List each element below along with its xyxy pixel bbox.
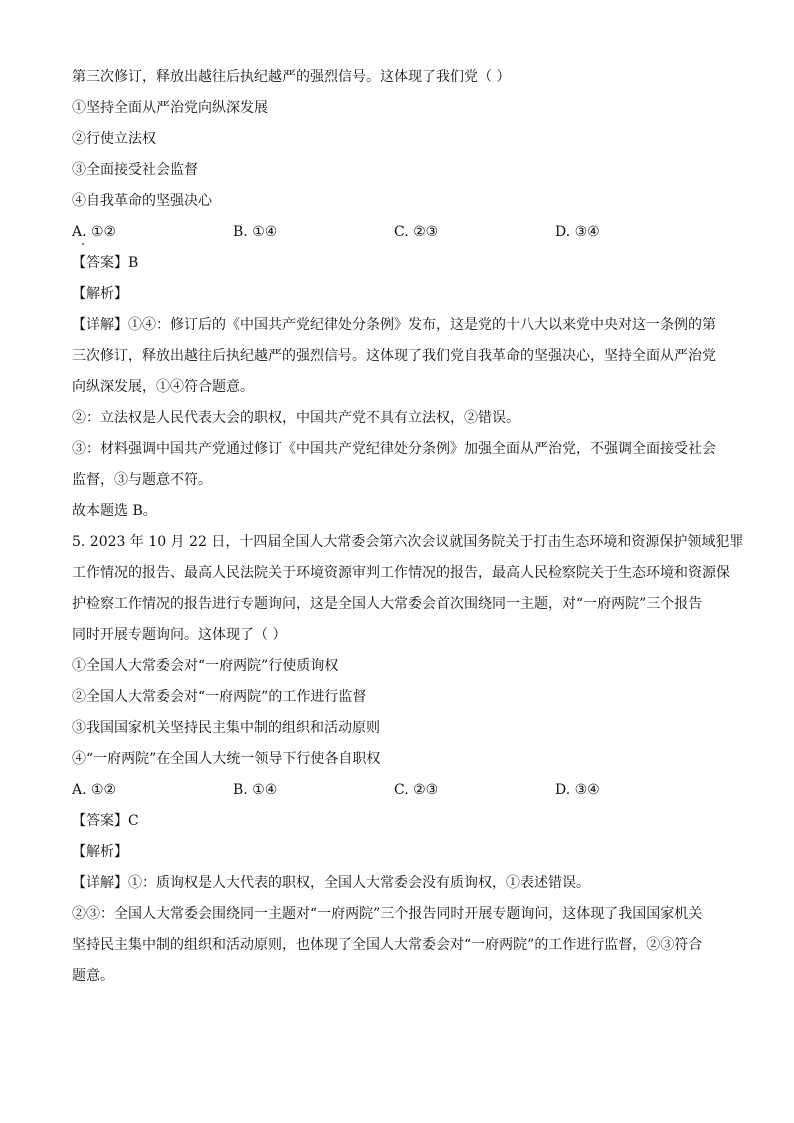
q4-conclusion: 故本题选 B。 — [72, 503, 157, 519]
q4-note-3-line-2: 监督，③与题意不符。 — [72, 472, 212, 488]
q5-option-a: A. ①② — [72, 782, 117, 798]
q5-item-1: ①全国人大常委会对“一府两院”行使质询权 — [72, 658, 339, 674]
q4-option-b: B. ①④ — [233, 224, 278, 240]
q4-item-2: ②行使立法权 — [72, 131, 156, 147]
q5-item-2: ②全国人大常委会对“一府两院”的工作进行监督 — [72, 689, 367, 705]
q5-detail-2-line-2: 坚持民主集中制的组织和活动原则，也体现了全国人大常委会对“一府两院”的工作进行监督，②③符合 — [72, 937, 703, 953]
q4-item-4: ④自我革命的坚强决心 — [72, 193, 212, 209]
q4-option-d: D. ③④ — [555, 224, 600, 240]
q4-item-1: ①坚持全面从严治党向纵深发展 — [72, 100, 268, 116]
q4-note-3-line-1: ③：材料强调中国共产党通过修订《中国共产党纪律处分条例》加强全面从严治党，不强调全面接受社会 — [72, 441, 716, 457]
q5-item-4: ④“一府两院”在全国人大统一领导下行使各自职权 — [72, 751, 381, 767]
q5-option-d: D. ③④ — [555, 782, 600, 798]
q5-detail-1: 【详解】①：质询权是人大代表的职权，全国人大常委会没有质询权，①表述错误。 — [72, 875, 590, 891]
q4-answer: 【答案】B — [72, 255, 139, 271]
q4-detail-line-3: 向纵深发展，①④符合题意。 — [72, 379, 254, 395]
q4-stem-end: 第三次修订，释放出越往后执纪越严的强烈信号。这体现了我们党（ ） — [72, 69, 511, 85]
q5-stem-line-2: 工作情况的报告、最高人民法院关于环境资源审判工作情况的报告，最高人民检察院关于生态环境和资源保 — [72, 565, 730, 581]
q4-detail-line-2: 三次修订，释放出越往后执纪越严的强烈信号。这体现了我们党自我革命的坚强决心，坚持全面从严治党 — [72, 348, 716, 364]
q4-option-a: A. ①② — [72, 224, 117, 240]
q5-stem-line-3: 护检察工作情况的报告进行专题询问，这是全国人大常委会首次围绕同一主题，对“一府两院”三个报告 — [72, 596, 703, 612]
q5-stem — [72, 527, 744, 651]
q5-detail-2-line-3: 题意。 — [72, 968, 114, 984]
q5-options — [72, 775, 724, 806]
q5-option-b: B. ①④ — [233, 782, 278, 798]
q5-stem-line-1: 5. 2023 年 10 月 22 日，十四届全国人大常委会第六次会议就国务院关于打击生态环境和资源保护领域犯罪 — [72, 534, 744, 550]
q4-option-c: C. ②③ — [394, 224, 439, 240]
q4-detail-line-1: 【详解】①④：修订后的《中国共产党纪律处分条例》发布，这是党的十八大以来党中央对这一条例的第 — [72, 317, 716, 333]
q5-item-3: ③我国国家机关坚持民主集中制的组织和活动原则 — [72, 720, 380, 736]
q5-analysis-label: 【解析】 — [72, 844, 128, 860]
q4-note-2: ②：立法权是人民代表大会的职权，中国共产党不具有立法权，②错误。 — [72, 410, 520, 426]
q4-item-3: ③全面接受社会监督 — [72, 162, 198, 178]
q5-answer: 【答案】C — [72, 813, 139, 829]
q5-detail-2 — [72, 899, 724, 992]
document-page — [72, 62, 744, 992]
q5-stem-line-4: 同时开展专题询问。这体现了（ ） — [72, 627, 287, 643]
q5-option-c: C. ②③ — [394, 782, 439, 798]
q4-detail — [72, 310, 724, 403]
q4-note-3 — [72, 434, 724, 496]
q4-analysis-label: 【解析】 — [72, 286, 128, 302]
stray-dot-mark — [82, 243, 84, 245]
q5-detail-2-line-1: ②③：全国人大常委会围绕同一主题对“一府两院”三个报告同时开展专题询问，这体现了我国国家机关 — [72, 906, 703, 922]
q4-options — [72, 217, 724, 248]
